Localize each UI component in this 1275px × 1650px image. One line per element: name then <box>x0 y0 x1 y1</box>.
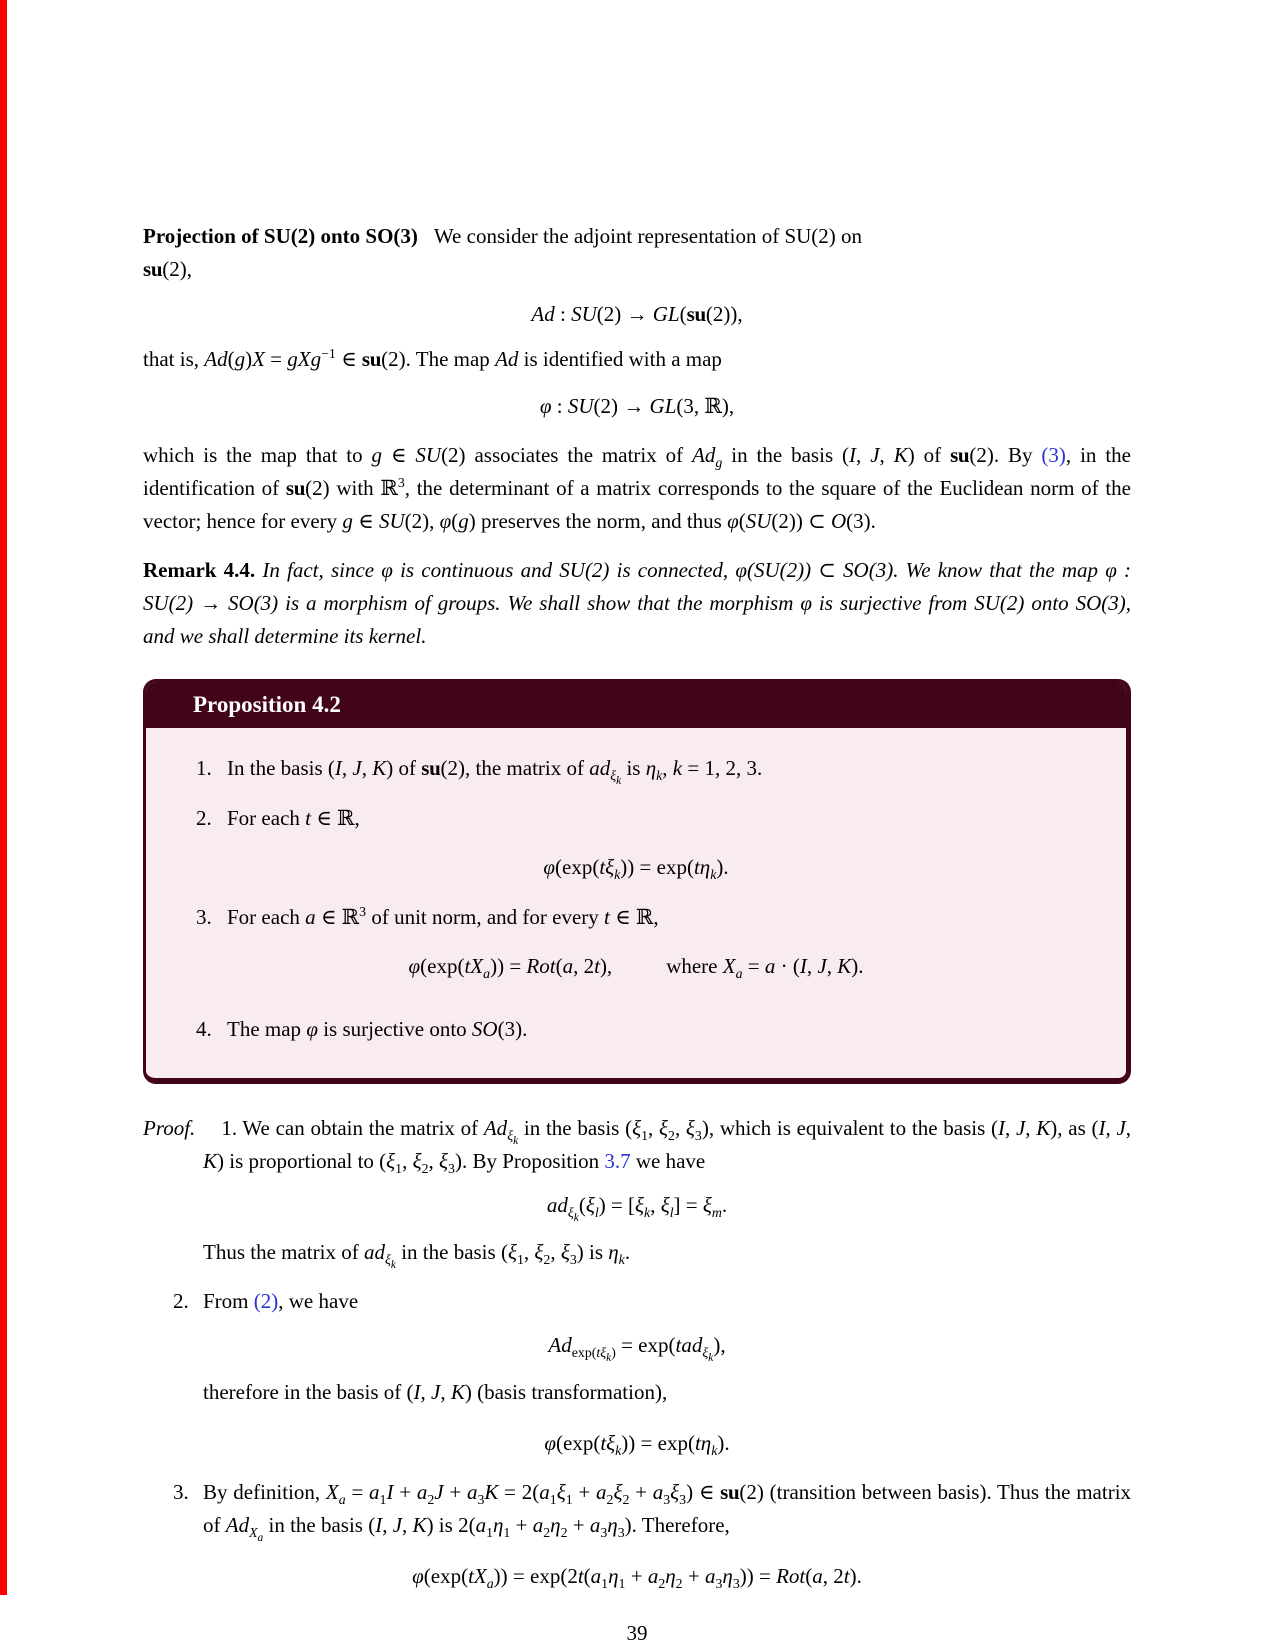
equation-ad-xi-bracket: $ad_{\xi_k}(\xi_l) = [\xi_k$, $\xi_l] = \xi_m$. <box>546 1193 728 1224</box>
left-edge-red-bar <box>0 0 7 1595</box>
section-heading: Projection of SU(2) onto SO(3) <box>143 224 418 248</box>
ref-link-3[interactable]: (3) <box>1041 443 1066 467</box>
ref-link-prop-3-7[interactable]: 3.7 <box>604 1149 631 1173</box>
intro-paragraph <box>143 220 1131 286</box>
proof-item-3-number: 3. <box>173 1480 189 1504</box>
remark-4-4 <box>143 554 1131 653</box>
intro-text: We consider the adjoint representation of SU(2) on su(2), <box>143 224 863 281</box>
proof-item-2-text: From (2), we have <box>203 1289 359 1313</box>
paragraph-that-is: that is, Ad(g)X = gXg$^{-1}$ ∈ su(2). The map Ad is identified with a map <box>143 346 722 371</box>
ref-link-2[interactable]: (2) <box>253 1289 279 1313</box>
item-text: In the basis (I, J, K) of su(2), the matrix of $ad_{\xi_k}$ is $\eta_k$, k = 1, 2, 3. <box>227 756 763 787</box>
equation-phi-map: φ : SU(2) → GL(3, ℝ), <box>539 394 735 418</box>
proposition-header: Proposition 4.2 <box>146 682 1126 728</box>
proof-item-3-text: By definition, $X_a = a_1I + a_2J + a_3K = 2(a_1\xi_1 + a_2\xi_2 + a_3\xi_3)$ ∈ su(2) (transition between basis). Thus the matrix of $Ad_{X_a}$ in the basis (I, J, K) is $2(a_1\eta_1 + a_2\eta_2 + a_3\eta_3)$. Therefore, <box>203 1480 1132 1544</box>
equation-ad-exp: $Ad_{exp(t\xi_k)} = \exp(tad_{\xi_k})$, <box>548 1333 726 1364</box>
proof-item-1-number: 1. <box>221 1116 238 1140</box>
item-number: 4. <box>196 1017 212 1041</box>
proposition-box <box>143 679 1131 1084</box>
equation-phi-exp-result: $\varphi(\exp(t\xi_k)) = \exp(t\eta_k)$. <box>544 1431 730 1459</box>
proof-item-1-text: We can obtain the matrix of $Ad_{\xi_k}$ in the basis ($\xi_1$, $\xi_2$, $\xi_3$), which is equivalent to the basis (I, J, K), as (I, J, K) is proportional to ($\xi_1$, $\xi_2$, $\xi_3$). By Proposition 3.7 we have <box>203 1116 1132 1177</box>
remark-body: In fact, since φ is continuous and SU(2) is connected, φ(SU(2)) ⊂ SO(3). We know that the map φ : SU(2) → SO(3) is a morphism of groups. We shall show that the morphism φ is surjective from SU(2) onto SO(3), and we shall determine its kernel. <box>143 558 1132 648</box>
item-text: For each t ∈ ℝ, <box>227 806 360 830</box>
remark-label: Remark 4.4. <box>143 558 256 582</box>
proof-section <box>143 1112 1131 1593</box>
proof-item-2-number: 2. <box>173 1289 189 1313</box>
proof-item-1-conclusion: Thus the matrix of $ad_{\xi_k}$ in the basis ($\xi_1$, $\xi_2$, $\xi_3$) is $\eta_k$. <box>203 1240 631 1271</box>
item-number: 1. <box>196 756 212 780</box>
proof-lead-paragraph <box>143 1112 1131 1178</box>
proposition-item-1 <box>196 752 1084 787</box>
equation-rot: $\varphi(\exp(tX_a)) = Rot(a$, 2t), where $X_a = a \cdot (I$, J, K). <box>408 954 864 982</box>
page-number: 39 <box>626 1621 648 1645</box>
proposition-item-4 <box>196 1013 1084 1046</box>
paragraph-which-is-the-map: which is the map that to g ∈ SU(2) associates the matrix of $Ad_g$ in the basis (I, J, K) of su(2). By (3), in the identification of su(2) with ℝ$^3$, the determinant of a matrix corresponds to the square of the Euclidean norm of the vector; hence for every g ∈ SU(2), φ(g) preserves the norm, and thus φ(SU(2)) ⊂ O(3). <box>143 443 1132 533</box>
page-content <box>143 0 1131 1650</box>
proof-label: Proof. <box>143 1116 196 1140</box>
proposition-item-3 <box>196 901 1084 934</box>
proof-item-2 <box>173 1285 1131 1318</box>
item-text: The map φ is surjective onto SO(3). <box>227 1017 528 1041</box>
proof-item-2-middle: therefore in the basis of (I, J, K) (basis transformation), <box>203 1380 668 1404</box>
equation-ad-map: Ad : SU(2) → GL(su(2)), <box>531 302 743 326</box>
proof-item-3 <box>173 1476 1132 1544</box>
proposition-body <box>146 728 1126 1078</box>
proposition-item-2 <box>196 802 1084 835</box>
item-number: 2. <box>196 806 212 830</box>
item-number: 3. <box>196 905 212 929</box>
equation-final-rot: $\varphi(\exp(tX_a)) = \exp(2t(a_1\eta_1 + a_2\eta_2 + a_3\eta_3)) = Rot(a$, 2t). <box>412 1564 862 1592</box>
item-text: For each a ∈ ℝ$^3$ of unit norm, and for every t ∈ ℝ, <box>227 904 659 929</box>
equation-phi-exp-xi: $\varphi(\exp(t\xi_k)) = \exp(t\eta_k)$. <box>543 855 729 883</box>
